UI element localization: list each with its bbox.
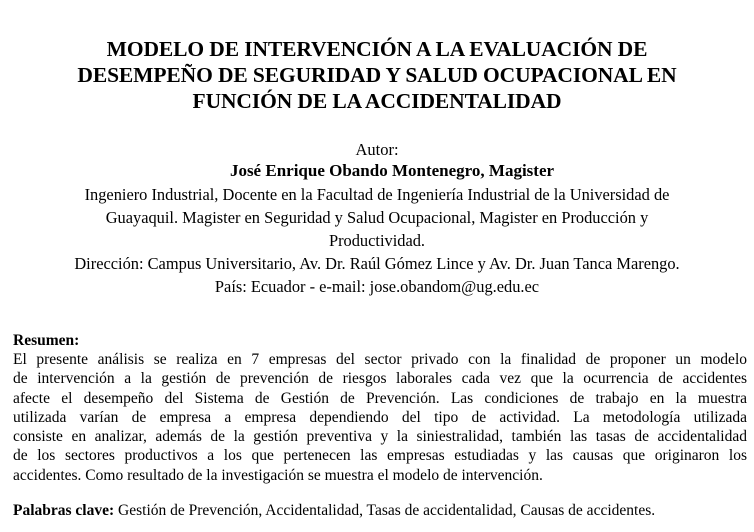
paper-title [20, 36, 734, 114]
title-line-2: DESEMPEÑO DE SEGURIDAD Y SALUD OCUPACIONAL EN [77, 63, 677, 87]
abstract-line: consiste en analizar, además de la gestión preventiva y la siniestralidad, también las tasas de accidentalidad [13, 428, 747, 446]
abstract-line: utilizada varían de empresa a empresa dependiendo del tipo de actividad. La metodología utilizada [13, 408, 747, 426]
abstract-line: de intervención a la gestión de prevención de riesgos laborales cada vez que la ocurrencia de accidentes [13, 370, 747, 388]
author-name: José Enrique Obando Montenegro, Magister [229, 161, 555, 180]
abstract-heading: Resumen: [13, 332, 80, 349]
title-line-1: MODELO DE INTERVENCIÓN A LA EVALUACIÓN DE [106, 37, 648, 61]
country-email-line: País: Ecuador - e-mail: jose.obandom@ug.edu.ec [214, 277, 540, 296]
abstract-line: afecte el desempeño del Sistema de Gestión de Prevención. Las condiciones de trabajo en la muestra [13, 389, 747, 407]
keywords [13, 501, 747, 520]
abstract-line: accidentes. Como resultado de la investigación se muestra el modelo de intervención. [13, 466, 543, 484]
abstract-line: de los sectores productivos a los que pertenecen las empresas estudiadas y las causas que originaron los [13, 447, 747, 465]
author-affiliation [10, 183, 744, 298]
affiliation-line-2: Guayaquil. Magister en Seguridad y Salud Ocupacional, Magister en Producción y [105, 208, 649, 227]
keywords-text: Gestión de Prevención, Accidentalidad, Tasas de accidentalidad, Causas de accidentes. [118, 502, 656, 519]
affiliation-line-1: Ingeniero Industrial, Docente en la Facultad de Ingeniería Industrial de la Universidad de [84, 185, 670, 204]
author-label: Autor: [355, 140, 399, 159]
address-line: Dirección: Campus Universitario, Av. Dr. Raúl Gómez Lince y Av. Dr. Juan Tanca Marengo. [74, 254, 680, 273]
abstract-body [13, 350, 747, 485]
keywords-label: Palabras clave: [13, 502, 115, 519]
title-line-3: FUNCIÓN DE LA ACCIDENTALIDAD [192, 89, 562, 113]
abstract-line: El presente análisis se realiza en 7 empresas del sector privado con la finalidad de proponer un modelo [13, 351, 747, 368]
affiliation-line-3: Productividad. [328, 231, 426, 250]
